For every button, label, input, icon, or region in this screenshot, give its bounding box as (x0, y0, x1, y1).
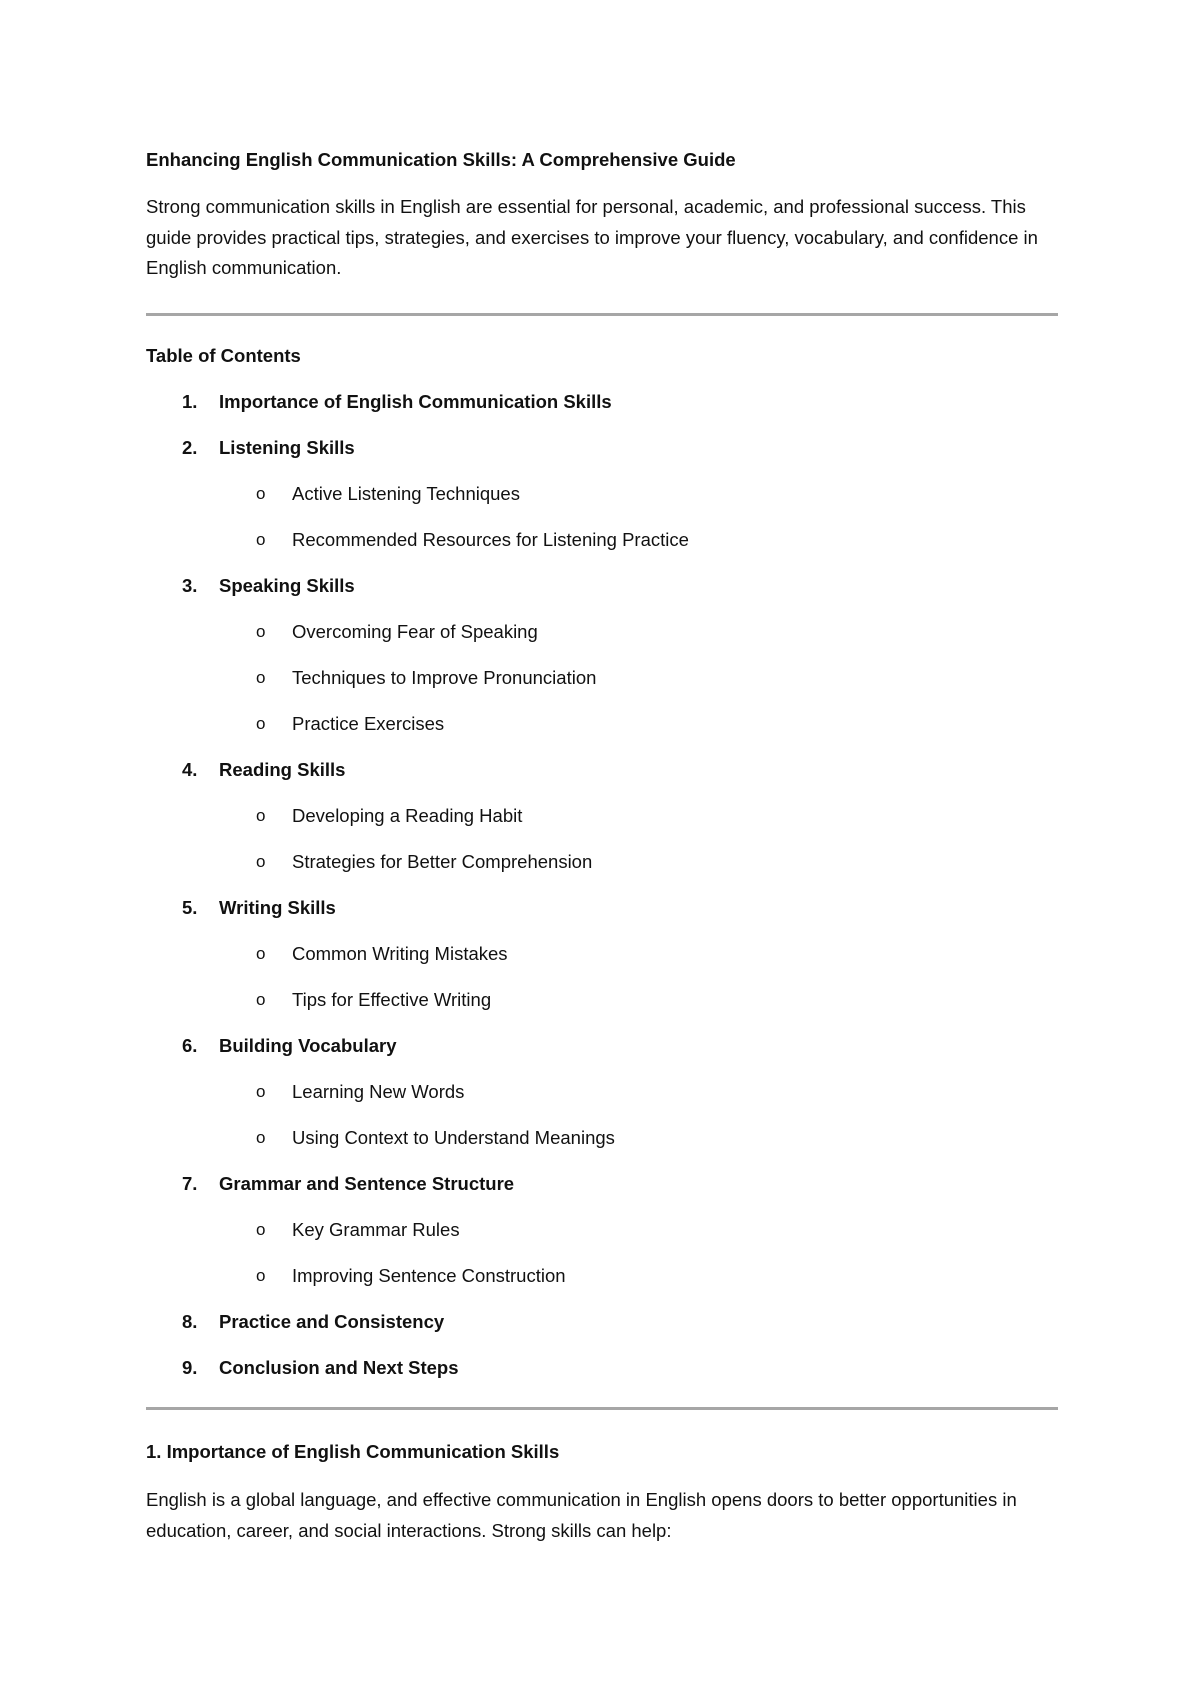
bullet-icon: o (256, 1266, 266, 1285)
toc-subitem-label: Practice Exercises (292, 713, 445, 734)
toc-subitem (146, 1218, 1058, 1264)
bullet-icon: o (256, 806, 266, 825)
toc-subitem (146, 850, 1058, 896)
toc-subitem-label: Strategies for Better Comprehension (292, 851, 593, 872)
toc-item-label: Building Vocabulary (219, 1035, 397, 1056)
bullet-icon: o (256, 714, 266, 733)
toc-item (146, 896, 1058, 1034)
bullet-icon: o (256, 622, 266, 641)
toc-entry (146, 390, 1058, 436)
toc-item-label: Practice and Consistency (219, 1311, 445, 1332)
toc-subitem (146, 1126, 1058, 1172)
bullet-icon: o (256, 990, 266, 1009)
horizontal-rule (146, 1407, 1058, 1410)
document-page (146, 0, 1060, 1696)
toc-item (146, 436, 1058, 574)
toc-item-label: Importance of English Communication Skills (219, 391, 612, 412)
bullet-icon: o (256, 852, 266, 871)
toc-subitem (146, 712, 1058, 758)
toc-sublist (146, 620, 1058, 758)
toc-item-label: Listening Skills (219, 437, 355, 458)
bullet-icon: o (256, 1128, 266, 1147)
toc-item (146, 758, 1058, 896)
toc-subitem-label: Improving Sentence Construction (292, 1265, 566, 1286)
toc-sublist (146, 1218, 1058, 1310)
toc-subitem-label: Learning New Words (292, 1081, 465, 1102)
bullet-icon: o (256, 1082, 266, 1101)
horizontal-rule (146, 313, 1058, 316)
toc-subitem (146, 482, 1058, 528)
toc-item-number: 6. (182, 1035, 198, 1056)
toc-subitem (146, 528, 1058, 574)
toc-subitem-label: Tips for Effective Writing (292, 989, 492, 1010)
toc-item-number: 9. (182, 1357, 198, 1378)
bullet-icon: o (256, 530, 266, 549)
toc-item-number: 2. (182, 437, 198, 458)
toc-item-label: Grammar and Sentence Structure (219, 1173, 515, 1194)
toc-subitem-label: Key Grammar Rules (292, 1219, 460, 1240)
toc-item-number: 8. (182, 1311, 198, 1332)
section-paragraph: English is a global language, and effective communication in English opens doors to better opportunities in education, career, and social interactions. Strong skills can help: (146, 1489, 1017, 1541)
bullet-icon: o (256, 668, 266, 687)
bullet-icon: o (256, 944, 266, 963)
toc-subitem (146, 1080, 1058, 1126)
toc-subitem-label: Common Writing Mistakes (292, 943, 508, 964)
table-of-contents (146, 390, 1058, 1402)
intro-paragraph: Strong communication skills in English are essential for personal, academic, and professional success. This guide provides practical tips, strategies, and exercises to improve your fluency, vocabulary, and confidence in English communication. (146, 196, 1038, 278)
toc-subitem-label: Techniques to Improve Pronunciation (292, 667, 597, 688)
toc-item-number: 5. (182, 897, 198, 918)
toc-entry (146, 896, 1058, 942)
toc-item (146, 1172, 1058, 1310)
toc-item-number: 7. (182, 1173, 198, 1194)
toc-entry (146, 1172, 1058, 1218)
toc-entry (146, 1310, 1058, 1356)
toc-subitem-label: Overcoming Fear of Speaking (292, 621, 538, 642)
toc-item (146, 1034, 1058, 1172)
toc-item (146, 1356, 1058, 1402)
document-title: Enhancing English Communication Skills: A Comprehensive Guide (146, 149, 736, 170)
toc-entry (146, 758, 1058, 804)
toc-item (146, 574, 1058, 758)
toc-subitem (146, 620, 1058, 666)
toc-item-label: Reading Skills (219, 759, 346, 780)
toc-subitem-label: Developing a Reading Habit (292, 805, 523, 826)
toc-item (146, 390, 1058, 436)
toc-sublist (146, 1080, 1058, 1172)
toc-sublist (146, 482, 1058, 574)
toc-entry (146, 574, 1058, 620)
bullet-icon: o (256, 484, 266, 503)
toc-subitem (146, 804, 1058, 850)
toc-item-label: Writing Skills (219, 897, 336, 918)
toc-heading: Table of Contents (146, 345, 301, 366)
bullet-icon: o (256, 1220, 266, 1239)
toc-subitem (146, 1264, 1058, 1310)
toc-sublist (146, 942, 1058, 1034)
toc-subitem-label: Using Context to Understand Meanings (292, 1127, 615, 1148)
toc-item-label: Speaking Skills (219, 575, 355, 596)
toc-sublist (146, 804, 1058, 896)
toc-item-number: 4. (182, 759, 198, 780)
toc-item-number: 3. (182, 575, 198, 596)
toc-item (146, 1310, 1058, 1356)
toc-entry (146, 436, 1058, 482)
toc-subitem-label: Active Listening Techniques (292, 483, 520, 504)
toc-subitem (146, 666, 1058, 712)
toc-entry (146, 1034, 1058, 1080)
toc-subitem (146, 942, 1058, 988)
toc-entry (146, 1356, 1058, 1402)
toc-subitem (146, 988, 1058, 1034)
toc-item-label: Conclusion and Next Steps (219, 1357, 459, 1378)
toc-item-number: 1. (182, 391, 198, 412)
toc-subitem-label: Recommended Resources for Listening Practice (292, 529, 689, 550)
section-heading: 1. Importance of English Communication Skills (146, 1441, 560, 1462)
